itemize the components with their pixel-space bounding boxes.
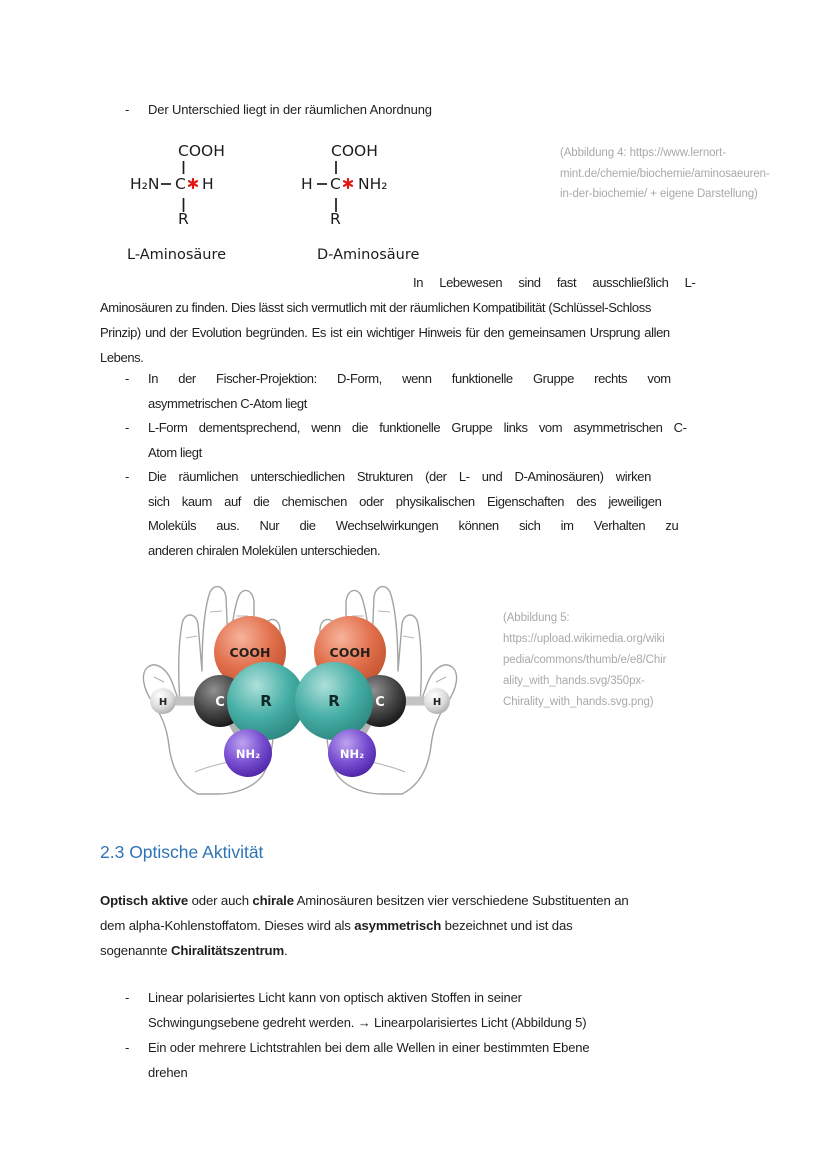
plain-text: dem alpha-Kohlenstoffatom. Dieses wird als [100,918,355,933]
figure4-citation [560,143,770,205]
bold-text: asymmetrisch [354,918,442,933]
bullet-marker: - [125,990,130,1005]
list-item [100,367,740,416]
list-item [100,465,740,563]
hydrogen-label: H [202,175,214,193]
cooh-ball-label: COOH [229,645,271,660]
figure5-citation [503,608,666,713]
plain-text: sogenannte [100,943,171,958]
intro-bullet [100,100,728,119]
plain-text: bezeichnet und ist das [441,918,573,933]
list-line: L-Form dementsprechend, wenn die funktionelle Gruppe links vom asymmetrischen C- [148,420,687,435]
bold-text: chirale [252,893,294,908]
list-line: sich kaum auf die chemischen oder physikalischen Eigenschaften des jeweiligen [148,493,662,509]
bullet-marker: - [125,420,130,435]
cooh-group-label: COOH [331,142,378,160]
chiral-center-star-icon [344,179,352,188]
paragraph-line: Lebens. [100,350,144,365]
list-item [100,1035,740,1085]
citation-line: (Abbildung 4: https://www.lernort- [560,147,726,159]
plain-text: Aminosäuren besitzen vier verschiedene Substituenten an [293,893,629,908]
hydrogen-label: H [301,175,313,193]
optical-activity-paragraph [100,888,740,963]
list-line: In der Fischer-Projektion: D-Form, wenn funktionelle Gruppe rechts vom [148,371,671,386]
paragraph-line [100,938,740,963]
l-amino-acid-paragraph [100,270,740,370]
plain-text: . [284,943,288,958]
l-amino-acid-caption: L-Aminosäure [127,247,227,263]
paragraph-line: In Lebewesen sind fast ausschließlich L- [413,275,696,290]
list-line: Die räumlichen unterschiedlichen Strukturen (der L- und D-Aminosäuren) wirken [148,469,651,484]
citation-line: (Abbildung 5: [503,612,570,624]
list-item [100,100,728,119]
list-line: Moleküls aus. Nur die Wechselwirkungen können sich im Verhalten zu [148,518,679,533]
citation-line: Chirality_with_hands.svg.png) [503,696,654,708]
fischer-projection-list [100,367,740,563]
paragraph-line [100,913,740,938]
paragraph-line: Prinzip) und der Evolution begründen. Es ist ein wichtiger Hinweis für den gemeinsamen Ursprung allen [100,325,670,340]
chiral-center-star-icon [189,179,197,188]
list-line: Atom liegt [148,444,202,460]
bold-text: Optisch aktive [100,893,189,908]
bullet-marker: - [125,1040,130,1055]
paragraph-line: Aminosäuren zu finden. Dies lässt sich vermutlich mit der räumlichen Kompatibilität (Schlüssel-Schloss [100,300,651,315]
r-group-ball-label: R [260,692,272,710]
cooh-ball-label: COOH [329,645,371,660]
bullet-marker: - [125,371,130,386]
list-line: drehen [148,1065,188,1080]
list-line: Ein oder mehrere Lichtstrahlen bei dem alle Wellen in einer bestimmten Ebene [148,1040,590,1055]
chirality-hands-illustration [140,576,460,796]
paragraph-line [100,888,740,913]
d-amino-acid-structure [300,138,490,268]
d-amino-acid-caption: D-Aminosäure [317,247,420,263]
list-line: Schwingungsebene gedreht werden. → Linearpolarisiertes Licht (Abbildung 5) [148,1015,587,1030]
list-item [100,985,740,1035]
citation-line: https://upload.wikimedia.org/wiki [503,633,665,645]
carbon-label: C [330,175,341,193]
r-group-label: R [330,210,341,228]
polarized-light-list [100,985,740,1085]
plain-text: oder auch [188,893,253,908]
citation-line: ality_with_hands.svg/350px- [503,675,645,687]
carbon-label: C [175,175,186,193]
amino-group-label: NH₂ [358,175,388,193]
amino-ball-label: NH₂ [339,747,365,761]
list-line: Linear polarisiertes Licht kann von optisch aktiven Stoffen in seiner [148,990,522,1005]
r-group-ball-label: R [328,692,340,710]
citation-line: pedia/commons/thumb/e/e8/Chir [503,654,667,666]
cooh-group-label: COOH [178,142,225,160]
amino-ball-label: NH₂ [235,747,261,761]
list-item [100,416,740,465]
hydrogen-ball-label: H [158,697,168,708]
citation-line: mint.de/chemie/biochemie/aminosaeuren- [560,167,770,180]
list-line: asymmetrischen C-Atom liegt [148,395,307,411]
bullet-marker: - [125,469,130,484]
hydrogen-ball-label: H [432,697,442,708]
figure-fischer-projections [100,138,770,268]
carbon-ball-label: C [215,695,225,710]
r-group-label: R [178,210,189,228]
citation-line: in-der-biochemie/ + eigene Darstellung) [560,188,758,200]
carbon-ball-label: C [375,695,385,710]
bullet-marker: - [125,102,130,117]
bold-text: Chiralitätszentrum [170,943,285,958]
list-line: anderen chiralen Molekülen unterschieden. [148,542,381,558]
section-heading: 2.3 Optische Aktivität [100,842,264,862]
intro-bullet-text: Der Unterschied liegt in der räumlichen Anordnung [148,102,432,117]
amino-group-label: H₂N [130,175,160,193]
